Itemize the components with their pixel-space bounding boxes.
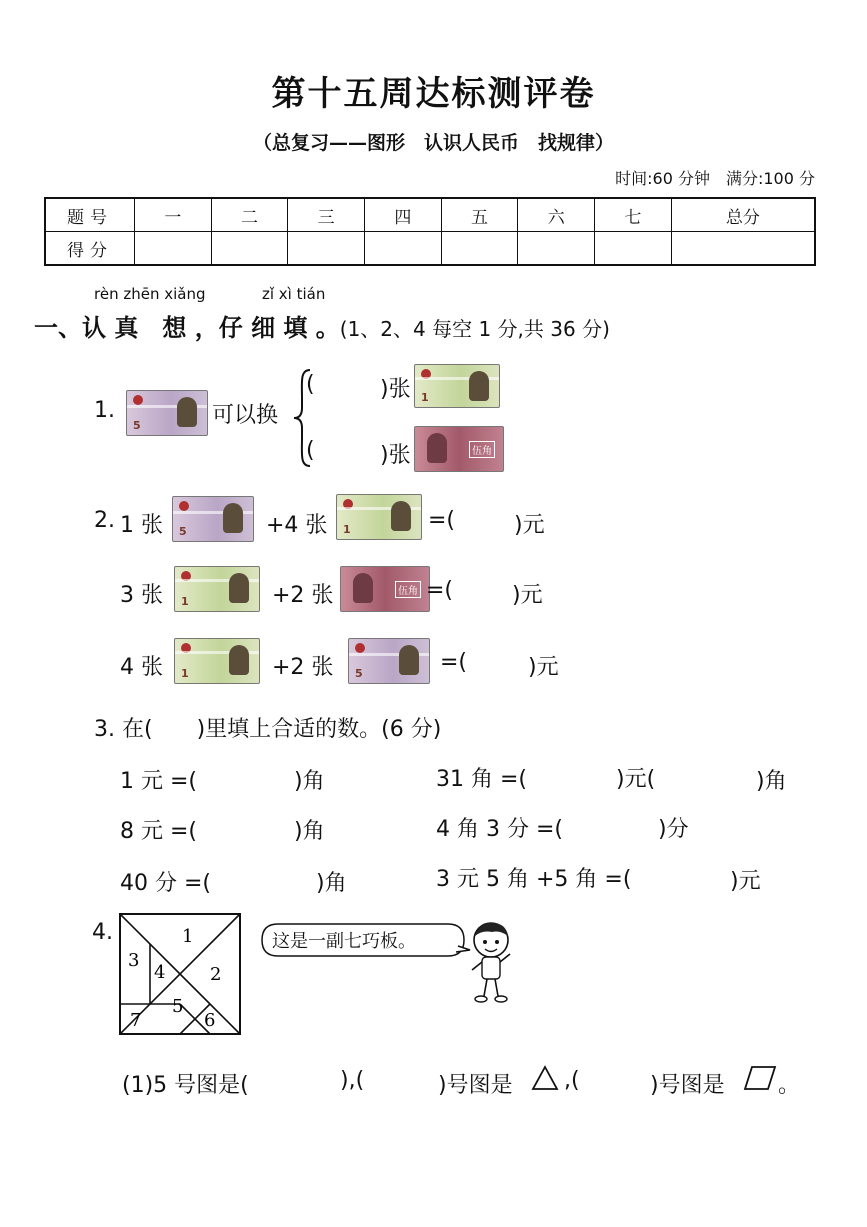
q3-right-3-a: 3 元 5 角 +5 角 =( — [436, 867, 632, 892]
q2-row2-answer-blank[interactable] — [462, 576, 512, 604]
section-1-note: (1、2、4 每空 1 分,共 36 分) — [339, 317, 610, 341]
q3-left-2-a: 8 元 =( — [120, 819, 198, 844]
q4-sub1-blank-3[interactable] — [596, 1066, 650, 1094]
q2-row2-unit: )元 — [512, 583, 543, 608]
q2-row1-count-b: +4 张 — [266, 513, 328, 538]
bill-one-yuan — [174, 566, 260, 612]
bill-emblem-icon — [355, 643, 365, 653]
bill-label: 伍角 — [395, 581, 421, 598]
q2-row3-answer-blank[interactable] — [476, 648, 526, 676]
pinyin-renzhenxiang: rèn zhēn xiǎng — [94, 285, 206, 303]
q1-answer-blank-2[interactable] — [322, 438, 382, 466]
bill-one-yuan — [414, 364, 500, 408]
tangram-label-5: 5 — [172, 996, 184, 1017]
portrait-icon — [427, 433, 447, 463]
score-table — [44, 197, 816, 266]
score-cell[interactable] — [595, 232, 672, 266]
q2-row2-count-a: 3 张 — [120, 583, 163, 608]
page-title: 第十五周达标测评卷 — [271, 74, 596, 114]
q2-row3-unit: )元 — [528, 655, 559, 680]
tangram-label-3: 3 — [128, 950, 140, 971]
q1-text: 可以换 — [212, 403, 279, 428]
col-7: 七 — [595, 198, 672, 232]
q3-left-2-b: )角 — [294, 819, 325, 844]
bill-one-yuan — [174, 638, 260, 684]
q3-right-1-blank-a[interactable] — [536, 760, 616, 788]
q2-row1-count-a: 1 张 — [120, 513, 163, 538]
tangram-label-4: 4 — [154, 962, 166, 983]
portrait-icon — [399, 645, 419, 675]
q3-right-2-a: 4 角 3 分 =( — [436, 817, 563, 842]
q3-right-2-b: )分 — [658, 817, 689, 842]
q4-sub1-d: ,( — [564, 1068, 580, 1093]
q4-sub1-b: ),( — [340, 1068, 365, 1093]
portrait-icon — [353, 573, 373, 603]
bill-label: 伍角 — [469, 441, 495, 458]
q1-answer-blank-1[interactable] — [322, 372, 382, 400]
q3-left-3-blank[interactable] — [222, 864, 316, 892]
portrait-icon — [177, 397, 197, 427]
q2-row3-equals: =( — [440, 650, 468, 675]
q2-row1-unit: )元 — [514, 513, 545, 538]
score-cell[interactable] — [288, 232, 365, 266]
score-cell[interactable] — [671, 232, 815, 266]
section-1-title: 一、认 真 想 ，仔 细 填 。 — [34, 314, 340, 342]
cartoon-boy-icon — [466, 920, 516, 1006]
triangle-icon — [530, 1064, 560, 1092]
score-cell[interactable] — [211, 232, 288, 266]
q2-number: 2. — [94, 508, 115, 533]
tangram-label-1: 1 — [182, 926, 194, 947]
q3-right-1-blank-b[interactable] — [680, 762, 760, 790]
pinyin-zixitian: zǐ xì tián — [262, 285, 326, 303]
q3-left-1-b: )角 — [294, 769, 325, 794]
q3-title: 3. 在( )里填上合适的数。(6 分) — [94, 717, 442, 742]
bill-five-jiao — [414, 426, 504, 472]
portrait-icon — [391, 501, 411, 531]
speech-text: 这是一副七巧板。 — [272, 931, 416, 952]
page-subtitle: （总复习——图形 认识人民币 找规律） — [252, 132, 614, 154]
q3-right-3-b: )元 — [730, 869, 761, 894]
bill-one-yuan — [336, 494, 422, 540]
bill-denomination: 1 — [181, 667, 189, 680]
q2-row3-count-a: 4 张 — [120, 655, 163, 680]
q1-number: 1. — [94, 398, 115, 423]
q1-blank1-close: )张 — [380, 377, 411, 402]
col-4: 四 — [365, 198, 442, 232]
q3-right-1-b: )元( — [616, 767, 656, 792]
tangram-label-2: 2 — [210, 964, 222, 985]
tangram-label-7: 7 — [130, 1010, 142, 1031]
q2-row2-count-b: +2 张 — [272, 583, 334, 608]
q3-left-3-b: )角 — [316, 871, 347, 896]
bill-denomination: 1 — [421, 391, 429, 404]
portrait-icon — [229, 573, 249, 603]
col-1: 一 — [135, 198, 212, 232]
q3-left-3-a: 40 分 =( — [120, 871, 211, 896]
col-3: 三 — [288, 198, 365, 232]
q3-right-1-a: 31 角 =( — [436, 767, 527, 792]
bill-five-yuan — [126, 390, 208, 436]
bill-five-jiao — [340, 566, 430, 612]
q3-right-2-blank[interactable] — [576, 810, 656, 838]
bill-denomination: 5 — [355, 667, 363, 680]
col-6: 六 — [518, 198, 595, 232]
q2-row1-answer-blank[interactable] — [464, 506, 514, 534]
q2-row2-equals: =( — [426, 578, 454, 603]
score-cell[interactable] — [135, 232, 212, 266]
tangram-figure — [118, 912, 244, 1036]
bill-emblem-icon — [133, 395, 143, 405]
score-cell[interactable] — [441, 232, 518, 266]
q4-sub1-blank-1[interactable] — [278, 1066, 340, 1094]
row-label-question: 题号 — [45, 198, 135, 232]
parallelogram-icon — [742, 1064, 778, 1092]
score-table-header-row — [45, 198, 815, 232]
q3-left-2-blank[interactable] — [208, 812, 294, 840]
q4-number: 4. — [92, 920, 113, 945]
bill-emblem-icon — [179, 501, 189, 511]
score-cell[interactable] — [365, 232, 442, 266]
bill-denomination: 1 — [343, 523, 351, 536]
score-cell[interactable] — [518, 232, 595, 266]
q3-right-3-blank[interactable] — [650, 862, 730, 890]
q3-left-1-blank[interactable] — [208, 762, 294, 790]
section-1-heading — [34, 308, 610, 343]
q4-sub1-blank-2[interactable] — [386, 1066, 440, 1094]
q4-sub1-f: 。 — [778, 1073, 801, 1098]
bill-denomination: 5 — [179, 525, 187, 538]
q3-left-1-a: 1 元 =( — [120, 769, 198, 794]
portrait-icon — [223, 503, 243, 533]
row-label-score: 得分 — [45, 232, 135, 266]
q4-sub1-e: )号图是 — [650, 1073, 725, 1098]
q1-blank1-open: ( — [306, 372, 315, 397]
portrait-icon — [229, 645, 249, 675]
q1-blank2-open: ( — [306, 438, 315, 463]
time-info: 时间:60 分钟 满分:100 分 — [615, 169, 815, 188]
bill-denomination: 5 — [133, 419, 141, 432]
bill-denomination: 1 — [181, 595, 189, 608]
score-table-score-row — [45, 232, 815, 266]
q4-sub1-c: )号图是 — [438, 1073, 513, 1098]
q2-row3-count-b: +2 张 — [272, 655, 334, 680]
col-total: 总分 — [671, 198, 815, 232]
q4-sub1-a: (1)5 号图是( — [122, 1073, 249, 1098]
q1-blank2-close: )张 — [380, 443, 411, 468]
portrait-icon — [469, 371, 489, 401]
col-5: 五 — [441, 198, 518, 232]
q3-right-1-c: )角 — [756, 769, 787, 794]
col-2: 二 — [211, 198, 288, 232]
bill-five-yuan — [348, 638, 430, 684]
tangram-label-6: 6 — [204, 1010, 216, 1031]
q2-row1-equals: =( — [428, 508, 456, 533]
bill-five-yuan — [172, 496, 254, 542]
